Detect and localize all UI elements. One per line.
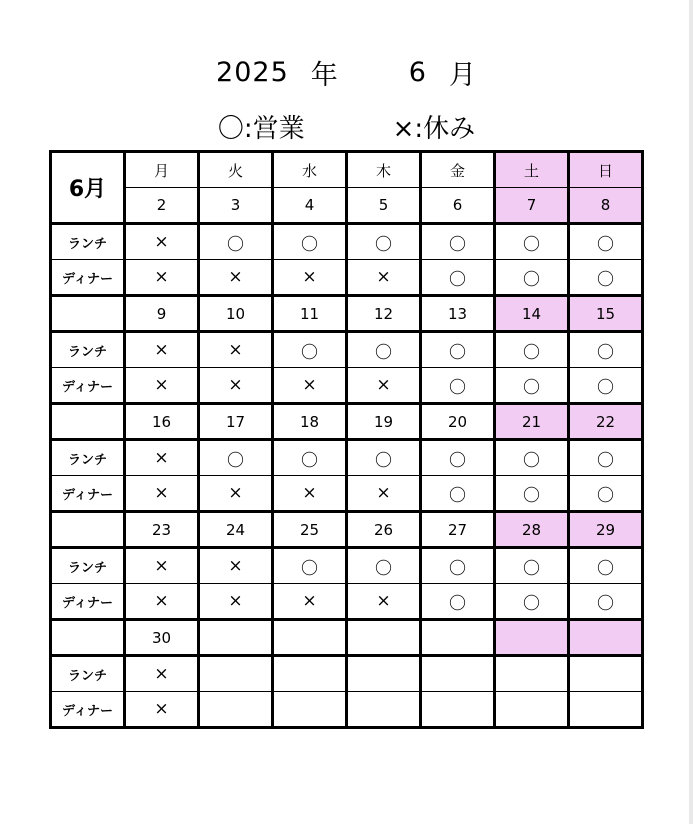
dinner-label: ディナー bbox=[51, 368, 125, 404]
lunch-status-cell: 〇 bbox=[569, 548, 643, 584]
weekday-header: 火 bbox=[199, 152, 273, 188]
dinner-status-cell: 〇 bbox=[569, 476, 643, 512]
lunch-row bbox=[51, 548, 643, 584]
lunch-status-cell: 〇 bbox=[569, 440, 643, 476]
date-row-label-empty bbox=[51, 296, 125, 332]
date-cell: 22 bbox=[569, 404, 643, 440]
date-row-label-empty bbox=[51, 404, 125, 440]
dinner-status-cell: 〇 bbox=[421, 260, 495, 296]
dinner-label: ディナー bbox=[51, 584, 125, 620]
date-cell: 5 bbox=[347, 188, 421, 224]
dinner-status-cell: 〇 bbox=[495, 260, 569, 296]
dinner-status-cell: × bbox=[273, 584, 347, 620]
lunch-status-cell: 〇 bbox=[347, 440, 421, 476]
dinner-status-cell: × bbox=[199, 368, 273, 404]
date-cell: 23 bbox=[125, 512, 199, 548]
dinner-row bbox=[51, 260, 643, 296]
lunch-status-cell: × bbox=[125, 656, 199, 692]
lunch-status-cell: 〇 bbox=[421, 440, 495, 476]
dinner-status-cell: × bbox=[125, 584, 199, 620]
title-year-unit: 年 bbox=[310, 59, 339, 91]
dinner-status-cell bbox=[347, 692, 421, 728]
lunch-status-cell: × bbox=[199, 332, 273, 368]
date-cell bbox=[421, 620, 495, 656]
weekday-header: 金 bbox=[421, 152, 495, 188]
dinner-status-cell: 〇 bbox=[495, 584, 569, 620]
weekday-header: 水 bbox=[273, 152, 347, 188]
date-cell: 25 bbox=[273, 512, 347, 548]
date-cell: 27 bbox=[421, 512, 495, 548]
business-calendar-table bbox=[49, 150, 644, 729]
lunch-status-cell: 〇 bbox=[495, 440, 569, 476]
dinner-status-cell bbox=[495, 692, 569, 728]
dinner-row bbox=[51, 692, 643, 728]
date-row bbox=[51, 512, 643, 548]
lunch-status-cell: 〇 bbox=[273, 440, 347, 476]
month-label: 6月 bbox=[51, 152, 125, 224]
date-row bbox=[51, 296, 643, 332]
dinner-row bbox=[51, 476, 643, 512]
dinner-status-cell: × bbox=[199, 584, 273, 620]
date-cell: 15 bbox=[569, 296, 643, 332]
lunch-row bbox=[51, 656, 643, 692]
dinner-row bbox=[51, 584, 643, 620]
title-month: 6 bbox=[408, 56, 427, 88]
date-cell: 10 bbox=[199, 296, 273, 332]
lunch-status-cell bbox=[273, 656, 347, 692]
dinner-status-cell: 〇 bbox=[421, 368, 495, 404]
date-cell: 8 bbox=[569, 188, 643, 224]
date-cell: 21 bbox=[495, 404, 569, 440]
page-title bbox=[0, 52, 693, 92]
dinner-row bbox=[51, 368, 643, 404]
date-cell: 18 bbox=[273, 404, 347, 440]
dinner-status-cell bbox=[421, 692, 495, 728]
lunch-status-cell: 〇 bbox=[421, 224, 495, 260]
dinner-status-cell: × bbox=[125, 368, 199, 404]
lunch-label: ランチ bbox=[51, 440, 125, 476]
date-cell: 13 bbox=[421, 296, 495, 332]
lunch-status-cell: × bbox=[199, 548, 273, 584]
date-cell: 6 bbox=[421, 188, 495, 224]
date-cell: 14 bbox=[495, 296, 569, 332]
dinner-status-cell: × bbox=[273, 368, 347, 404]
lunch-row bbox=[51, 440, 643, 476]
dinner-status-cell: × bbox=[199, 476, 273, 512]
date-cell: 28 bbox=[495, 512, 569, 548]
date-cell: 30 bbox=[125, 620, 199, 656]
dinner-status-cell: × bbox=[125, 476, 199, 512]
date-cell: 4 bbox=[273, 188, 347, 224]
lunch-status-cell bbox=[569, 656, 643, 692]
lunch-status-cell bbox=[421, 656, 495, 692]
weekday-header: 日 bbox=[569, 152, 643, 188]
dinner-status-cell bbox=[273, 692, 347, 728]
date-cell: 7 bbox=[495, 188, 569, 224]
date-cell: 20 bbox=[421, 404, 495, 440]
date-cell: 16 bbox=[125, 404, 199, 440]
title-year: 2025 bbox=[216, 56, 289, 88]
date-cell: 3 bbox=[199, 188, 273, 224]
date-cell: 2 bbox=[125, 188, 199, 224]
lunch-status-cell: 〇 bbox=[273, 224, 347, 260]
date-row bbox=[51, 188, 643, 224]
date-cell: 24 bbox=[199, 512, 273, 548]
dinner-status-cell bbox=[569, 692, 643, 728]
lunch-status-cell bbox=[495, 656, 569, 692]
lunch-status-cell: 〇 bbox=[347, 548, 421, 584]
date-cell bbox=[199, 620, 273, 656]
lunch-status-cell: × bbox=[125, 332, 199, 368]
dinner-status-cell: 〇 bbox=[495, 368, 569, 404]
lunch-status-cell: 〇 bbox=[199, 224, 273, 260]
lunch-label: ランチ bbox=[51, 224, 125, 260]
lunch-status-cell: 〇 bbox=[495, 224, 569, 260]
weekday-header: 木 bbox=[347, 152, 421, 188]
date-cell: 12 bbox=[347, 296, 421, 332]
dinner-status-cell: × bbox=[199, 260, 273, 296]
date-cell: 9 bbox=[125, 296, 199, 332]
dinner-label: ディナー bbox=[51, 692, 125, 728]
lunch-status-cell bbox=[347, 656, 421, 692]
lunch-row bbox=[51, 224, 643, 260]
lunch-status-cell: 〇 bbox=[273, 332, 347, 368]
date-cell bbox=[273, 620, 347, 656]
dinner-label: ディナー bbox=[51, 260, 125, 296]
dinner-status-cell: × bbox=[347, 260, 421, 296]
date-row bbox=[51, 620, 643, 656]
lunch-label: ランチ bbox=[51, 656, 125, 692]
dinner-status-cell: 〇 bbox=[569, 368, 643, 404]
date-cell: 26 bbox=[347, 512, 421, 548]
dinner-status-cell: × bbox=[347, 368, 421, 404]
lunch-status-cell: 〇 bbox=[495, 332, 569, 368]
dinner-status-cell: 〇 bbox=[495, 476, 569, 512]
lunch-status-cell bbox=[199, 656, 273, 692]
lunch-status-cell: 〇 bbox=[347, 224, 421, 260]
dinner-status-cell: × bbox=[347, 584, 421, 620]
date-cell: 17 bbox=[199, 404, 273, 440]
date-cell: 19 bbox=[347, 404, 421, 440]
lunch-status-cell: 〇 bbox=[273, 548, 347, 584]
lunch-status-cell: × bbox=[125, 440, 199, 476]
weekday-header: 月 bbox=[125, 152, 199, 188]
legend-closed: ×:休み bbox=[392, 113, 476, 144]
date-row-label-empty bbox=[51, 620, 125, 656]
dinner-status-cell: 〇 bbox=[421, 584, 495, 620]
date-cell: 11 bbox=[273, 296, 347, 332]
lunch-status-cell: 〇 bbox=[569, 224, 643, 260]
dinner-status-cell bbox=[199, 692, 273, 728]
legend bbox=[0, 108, 693, 144]
weekday-header: 土 bbox=[495, 152, 569, 188]
date-cell bbox=[347, 620, 421, 656]
legend-open: 〇:営業 bbox=[217, 113, 305, 144]
lunch-status-cell: 〇 bbox=[495, 548, 569, 584]
lunch-status-cell: 〇 bbox=[347, 332, 421, 368]
title-month-unit: 月 bbox=[448, 59, 477, 91]
dinner-status-cell: × bbox=[347, 476, 421, 512]
lunch-status-cell: 〇 bbox=[199, 440, 273, 476]
lunch-status-cell: 〇 bbox=[569, 332, 643, 368]
dinner-status-cell: × bbox=[125, 692, 199, 728]
dinner-status-cell: × bbox=[273, 260, 347, 296]
date-row-label-empty bbox=[51, 512, 125, 548]
lunch-status-cell: 〇 bbox=[421, 548, 495, 584]
lunch-status-cell: 〇 bbox=[421, 332, 495, 368]
dinner-status-cell: 〇 bbox=[569, 584, 643, 620]
dinner-status-cell: 〇 bbox=[421, 476, 495, 512]
dinner-status-cell: × bbox=[125, 260, 199, 296]
date-cell: 29 bbox=[569, 512, 643, 548]
date-cell bbox=[495, 620, 569, 656]
date-cell bbox=[569, 620, 643, 656]
lunch-label: ランチ bbox=[51, 548, 125, 584]
lunch-status-cell: × bbox=[125, 224, 199, 260]
dinner-status-cell: 〇 bbox=[569, 260, 643, 296]
lunch-row bbox=[51, 332, 643, 368]
dinner-status-cell: × bbox=[273, 476, 347, 512]
lunch-label: ランチ bbox=[51, 332, 125, 368]
dinner-label: ディナー bbox=[51, 476, 125, 512]
date-row bbox=[51, 404, 643, 440]
weekday-row bbox=[51, 152, 643, 188]
lunch-status-cell: × bbox=[125, 548, 199, 584]
